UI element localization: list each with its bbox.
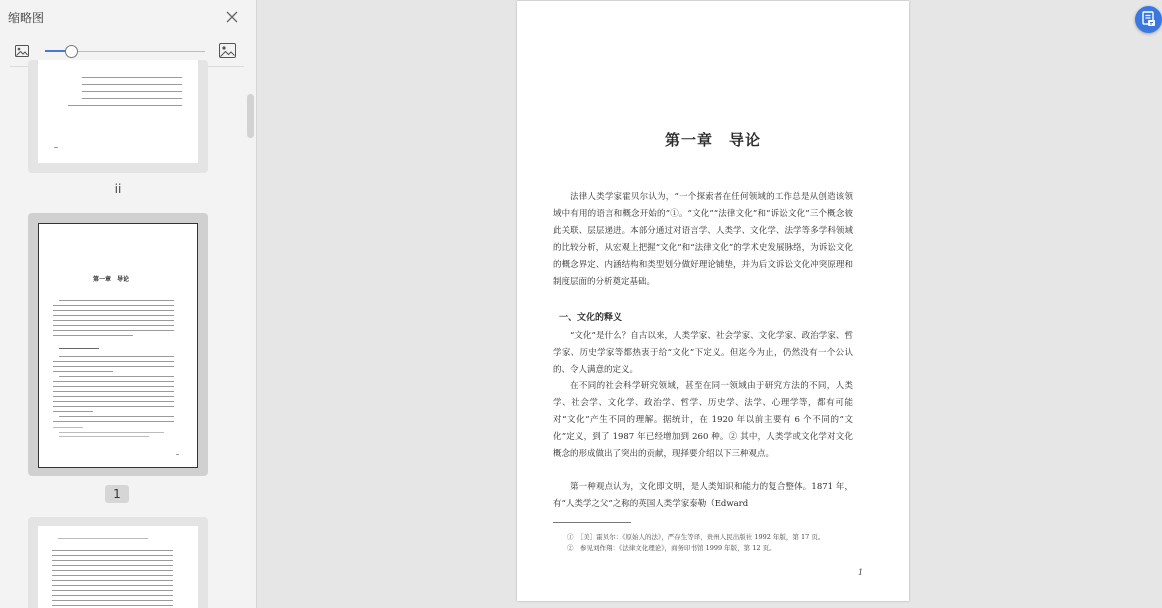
thumbnail-image [38,60,198,163]
page-number: 1 [858,568,864,577]
thumbnail-sidebar [0,0,257,608]
floating-tool-button[interactable] [1135,6,1162,33]
thumbnail-label: ii [114,182,122,196]
thumbnail-page-ii[interactable] [28,60,208,173]
document-translate-icon [1135,6,1162,33]
document-page [517,1,909,601]
image-small-icon[interactable] [15,45,29,57]
sidebar-scrollbar[interactable] [247,94,254,138]
body-paragraph: 在不同的社会科学研究领域，甚至在同一领域由于研究方法的不同，人类学、社会学、文化学、政治学、哲学、历史学、法学、心理学等，都有可能对“文化”产生不同的理解。据统计，在 1920 年以前主要有 6 个不同的“文化”定义，到了 1987 年已经增加到 260 种。② 其中，人类学或文化学对文化概念的形成做出了突出的贡献，现择要介绍以下三种观点。 [553,381,853,459]
thumbnail-chapter-title: 第一章 导论 [93,276,130,283]
sidebar-title: 缩略图 [8,11,45,25]
chapter-title: 第一章 导论 [664,131,761,149]
body-paragraph: 第一种观点认为，文化即文明，是人类知识和能力的复合整体。1871 年，有“人类学之父”之称的英国人类学家泰勒（Edward [553,482,853,509]
footnote: ② 参见刘作翔：《法律文化理论》，商务印书馆 1999 年版，第 12 页。 [567,544,776,552]
thumbnail-page-2[interactable] [28,517,208,608]
close-icon[interactable] [224,9,240,25]
thumbnail-image [38,526,198,608]
thumbnail-label: 1 [105,485,129,503]
image-large-icon[interactable] [219,43,236,58]
intro-paragraph: 法律人类学家霍贝尔认为，“一个探索者在任何领域的工作总是从创造该领域中有用的语言和概念开始的”①。“文化”“法律文化”和“诉讼文化”三个概念彼此关联、层层递进。本部分通过对语言学、人类学、文化学、法学等多学科领域的比较分析，从宏观上把握“文化”和“法律文化”的学术史发展脉络，为诉讼文化的概念界定、内涵结构和类型划分做好理论铺垫，并为后文诉讼文化冲突原理和制度层面的分析奠定基础。 [553,192,853,287]
footnote: ① ［美］霍贝尔：《原始人的法》，严存生等译，贵州人民出版社 1992 年版，第 17 页。 [567,533,825,541]
zoom-slider-handle[interactable] [65,45,78,58]
body-paragraph: “文化”是什么？自古以来，人类学家、社会学家、文化学家、政治学家、哲学家、历史学家等都热衷于给“文化”下定义。但迄今为止，仍然没有一个公认的、令人满意的定义。 [553,331,853,375]
section-heading: 一、文化的释义 [559,313,623,323]
footnote-rule [553,522,631,523]
thumbnail-image [38,223,198,468]
thumbnail-page-1[interactable] [28,213,208,476]
